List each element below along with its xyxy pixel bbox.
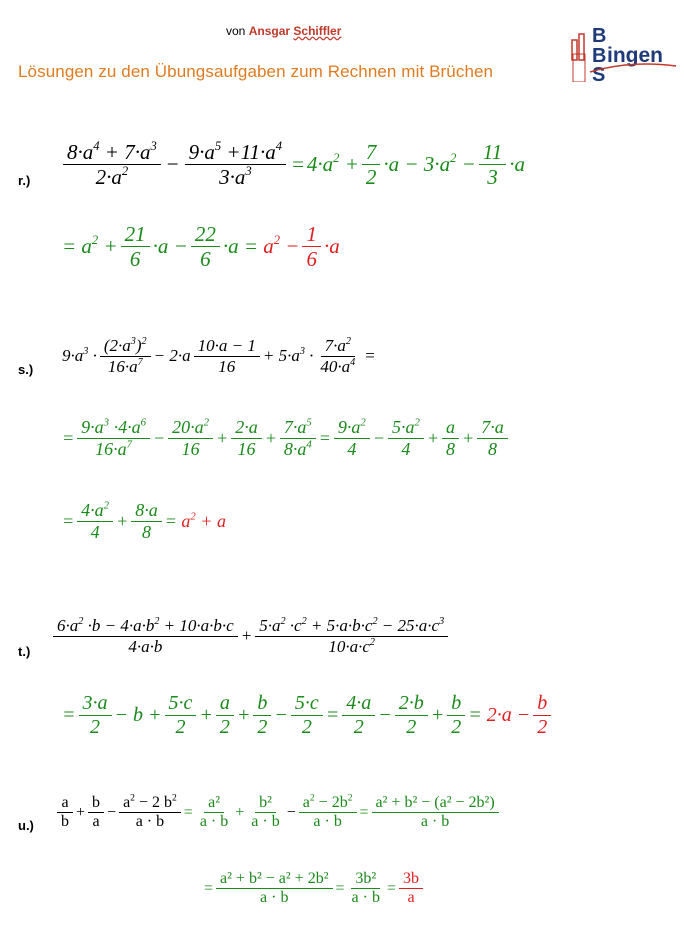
formula-u-line1: a b + $\frac{b}{a}$ − $\frac{a^2 - 2 b^2}{a \cdot b}$ = $\frac{\text{a²}}{a \cdot b}$ + $\frac{\text{b²}}{a \cdot b}$ − $\frac{a^2 - 2b^2}{a \cdot b}$ = $\frac{\text{a² + b² − (a² − 2b²)}}{a \cdot b}$ (54, 794, 502, 832)
author-first: Ansgar (248, 24, 291, 38)
logo-graphic (570, 26, 680, 82)
formula-s-line1: $9\cdot a^3$ · $(2\cdot a^3)^2$ $16\cdot a^7$ − 2·a 10·a − 1 16 + $5\cdot a^3$ · $\frac{7\cdot a^2}{40\cdot a^4}$ = (62, 335, 375, 376)
author-prefix: von (226, 24, 246, 38)
author-line (226, 24, 341, 38)
label-u: u.) (18, 818, 34, 833)
logo-letter-b2: B (592, 45, 607, 67)
bbs-bingen-logo (570, 26, 680, 82)
label-r: r.) (18, 173, 31, 188)
formula-t-line2: = $\frac{3\cdot a}{2}$ − b + $\frac{5\cdot c}{2}$ + $\frac{a}{2}$ + $\frac{b}{2}$ − $\frac{5\cdot c}{2}$ = $\frac{4\cdot a}{2}$ − $\frac{2\cdot b}{2}$ + $\frac{b}{2}$ = 2·a − $\frac{b}{2}$ (62, 692, 554, 739)
logo-word: ingen (607, 44, 663, 67)
formula-t-line1: $6\cdot a^2 \cdot b - 4\cdot a\cdot b^2 + 10\cdot a\cdot b\cdot c$ 4·a·b + $\frac{5\cdot a^2 \cdot c^2 + 5\cdot a\cdot b\cdot c^2 - 25\cdot a\cdot c^3}{10\cdot a\cdot c^2}$ (50, 616, 451, 656)
formula-r-line2: = $a^2$ + $\frac{21}{6}$ ·a − $\frac{22}{6}$ ·a = $a^2$ − $\frac{1}{6}$ ·a (62, 222, 340, 272)
formula-s-line3: = $\frac{4\cdot a^2}{4}$ + $\frac{8\cdot a}{8}$ = $a^2 + a$ (62, 499, 226, 542)
formula-s-line2: = $\frac{9\cdot a^3 \cdot 4\cdot a^6}{16\cdot a^7}$ − $\frac{20\cdot a^2}{16}$ + $\frac{2\cdot a}{16}$ + $\frac{7\cdot a^5}{8\cdot a^4}$ = $\frac{9\cdot a^2}{4}$ − $\frac{5\cdot a^2}{4}$ + $\frac{a}{8}$ + $\frac{7\cdot a}{8}$ (62, 417, 511, 459)
label-s: s.) (18, 362, 34, 377)
label-t: t.) (18, 644, 31, 659)
formula-u-line2: = $\frac{\text{a² + b² − a² + 2b²}}{a \cdot b}$ = $\frac{\text{3b²}}{a \cdot b}$ = $\frac{3b}{a}$ (204, 870, 426, 908)
logo-letter-b1: B (592, 26, 607, 47)
author-last: Schiffler (293, 24, 342, 38)
logo-letter-s: S (592, 64, 606, 82)
page-title: Lösungen zu den Übungsaufgaben zum Rechnen mit Brüchen (18, 62, 494, 81)
formula-r-line1: $8\cdot a^4 + 7\cdot a^3$ $2\cdot a^2$ − $\frac{9\cdot a^5 +11\cdot a^4}{3\cdot a^3}$ = $4\cdot a^2$ + $\frac{7}{2}$ $\cdot a - 3\cdot a^2$ − $\frac{11}{3}$ ·a (60, 140, 525, 189)
